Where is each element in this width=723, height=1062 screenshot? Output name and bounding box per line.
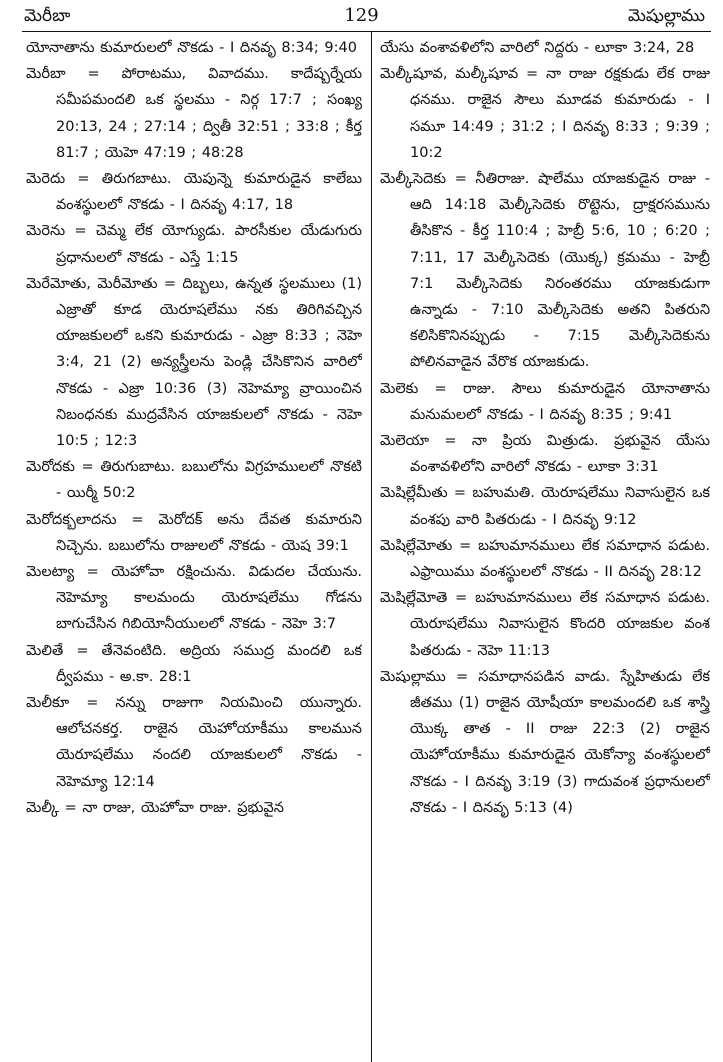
dictionary-entry: మెలట్యా = యెహోవా రక్షించును. విడుదల చేయును. నెహెమ్యా కాలమందు యెరూషలేము గోడను బాగుచేసిన గిబియోనీయులలో నొకడు - నెహె 3:7 (26, 564, 362, 633)
dictionary-entry: యోనాతాను కుమారులలో నొకడు - I దినవృ 8:34; 9:40 (26, 40, 357, 56)
dictionary-entry: మెలెయా = నా ప్రియ మిత్రుడు. ప్రభువైన యేసు వంశావళిలోని వారిలో నొకడు - లూకా 3:31 (380, 433, 710, 476)
running-head-left: మెరీబా (24, 6, 71, 26)
dictionary-entry: మెల్కీషూవ, మల్కీషూవ = నా రాజు రక్షకుడు లేక రాజు ధనము. రాజైన సౌలు మూడవ కుమారుడు - I సమూ 14:49 ; 31:2 ; I దినవృ 8:33 ; 9:39 ; 10:2 (380, 66, 710, 161)
dictionary-entry: మెలెకు = రాజు. సౌలు కుమారుడైన యోనాతాను మనుమలలో నొకడు - I దినవృ 8:35 ; 9:41 (380, 380, 710, 423)
dictionary-entry: మెలీకూ = నన్ను రాజుగా నియమించి యున్నారు. ఆలోచనకర్త. రాజైన యెహోయాకీము కాలమున యెరూషలేము నందలి యాజకులలో నొకడు - నెహెమ్యా 12:14 (26, 695, 362, 790)
dictionary-entry: మెషిల్లేమోతు = బహుమానములు లేక సమాధాన పడుట. ఎఫ్రాయిము వంశస్థులలో నొకడు - II దినవృ 28:12 (380, 537, 710, 581)
dictionary-entry: మెలితే = తేనెవంటిది. అద్రియ సముద్ర మందలి ఒక ద్వీపము - అ.కా. 28:1 (26, 642, 362, 685)
left-column (26, 35, 362, 821)
page-header (0, 0, 723, 32)
header-rule (22, 31, 711, 32)
running-head-right: మెషుల్లాము (627, 6, 705, 26)
dictionary-entry: మెషిల్లేమీతు = బహుమతి. యెరూషలేము నివాసులైన ఒక వంశపు వారి పితరుడు - I దినవృ 9:12 (380, 485, 710, 528)
column-divider (371, 32, 372, 1062)
dictionary-entry: మెషుల్లాము = సమాధానపడిన వాడు. స్నేహితుడు లేక జీతము (1) రాజైన యోషీయా కాలమందలి ఒక శాస్త్రి యొక్క తాత - II రాజు 22:3 (2) రాజైన యెహోయాకీము కుమారుడైన యెకోన్యా వంశస్థులలో నొకడు - I దినవృ 3:19 (3) గాదువంశ ప్రధానులలో నొకడు - I దినవృ 5:13 (4) (380, 668, 710, 816)
dictionary-entry: మెరోదక్బలాదను = మెరోదక్ అను దేవత కుమారుని నిచ్చెను. బబులోను రాజులలో నొకడు - యెష 39:1 (26, 511, 362, 554)
right-column (380, 35, 710, 821)
page-number: 129 (344, 5, 379, 26)
dictionary-entry: మెల్కీ = నా రాజు, యెహోవా రాజు. ప్రభువైన (26, 799, 284, 816)
dictionary-entry: మెరెను = చెమ్మ లేక యోగ్యుడు. పారసీకుల యేడుగురు ప్రధానులలో నొకడు - ఎస్తే 1:15 (26, 223, 362, 266)
dictionary-entry: యేసు వంశావళిలోని వారిలో నిద్దరు - లూకా 3:24, 28 (380, 40, 695, 56)
dictionary-entry: మెరేమోతు, మెరీమోతు = దిబ్బలు, ఉన్నత స్థలములు (1) ఎజ్రాతో కూడ యెరూషలేము నకు తిరిగివచ్చిన యాజకులలో ఒకని కుమారుడు - ఎజ్రా 8:33 ; నెహె 3:4, 21 (2) అన్యస్త్రీలను పెండ్లి చేసికొనిన వారిలో నొకడు - ఎజ్రా 10:36 (3) నెహెమ్యా వ్రాయించిన నిబంధనకు ముద్రవేసిన యాజకులలో నొకడు - నెహె 10:5 ; 12:3 (26, 275, 362, 450)
dictionary-entry: మెరోదకు = తిరుగుబాటు. బబులోను విగ్రహములలో నొకటి - యిర్మీ 50:2 (26, 459, 362, 502)
dictionary-entry: మెరెదు = తిరుగబాటు. యెపున్నె కుమారుడైన కాలేబు వంశస్థులలో నొకడు - I దినవృ 4:17, 18 (26, 171, 362, 214)
dictionary-entry: మెషిల్లేమోతె = బహుమానములు లేక సమాధాన పడుట. యెరూషలేము నివాసులైన కొందరి యాజకుల వంశ పితరుడు - నెహె 11:13 (380, 590, 710, 659)
dictionary-entry: మెరీబా = పోరాటము, వివాదము. కాదేష్బర్నేయ సమీపమందలి ఒక స్థలము - నిర్గ 17:7 ; సంఖ్య 20:13, 24 ; 27:14 ; ద్వితీ 32:51 ; 33:8 ; కీర్త 81:7 ; యెహె 47:19 ; 48:28 (26, 66, 362, 161)
dictionary-entry: మెల్కీసెదెకు = నీతిరాజు. షాలేము యాజకుడైన రాజు - ఆది 14:18 మెల్కీసెదెకు రొట్టెను, ద్రాక్షరసమును తీసికొన - కీర్త 110:4 ; హెబ్రీ 5:6, 10 ; 6:20 ; 7:11, 17 మెల్కీసెదెకు (యొక్క) క్రమము - హెబ్రీ 7:1 మెల్కీసెదెకు నిరంతరము యాజకుడుగా ఉన్నాడు - 7:10 మెల్కీసెదెకు అతని పితరుని కలిసికొనినప్పుడు - 7:15 మెల్కీసెదెకును పోలినవాడైన వేరొక యాజకుడు. (380, 171, 710, 371)
